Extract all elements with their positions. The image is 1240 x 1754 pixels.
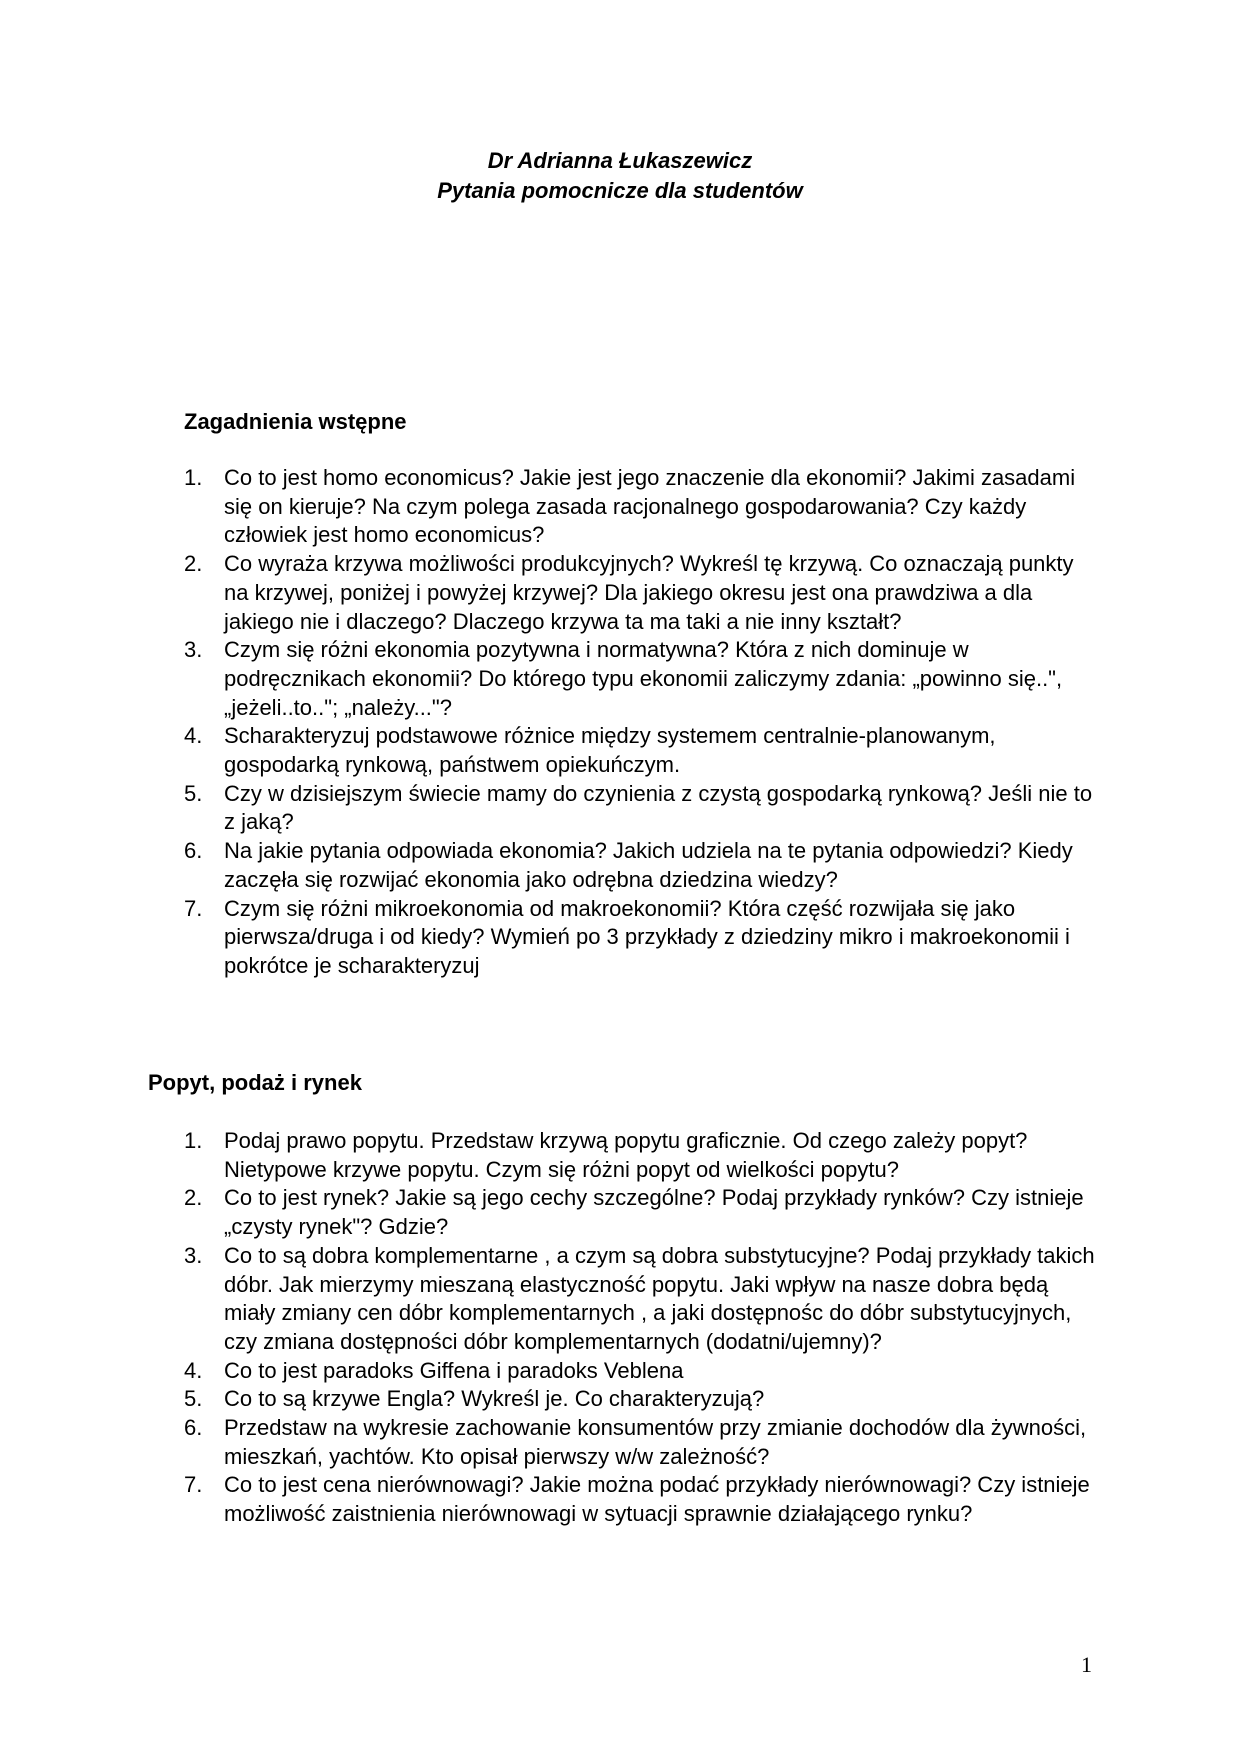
- document-title: Pytania pomocnicze dla studentów: [437, 178, 803, 203]
- question-number: 2.: [184, 551, 203, 577]
- question-number: 6.: [184, 838, 203, 864]
- list-item: [184, 837, 1100, 894]
- question-number: 5.: [184, 1386, 203, 1412]
- question-text: Co to są dobra komplementarne , a czym są dobra substytucyjne? Podaj przykłady takich dóbr. Jak mierzymy mieszaną elastyczność popytu. Jaki wpływ na nasze dobra będą miały zmiany cen dóbr komplementarnych , a jaki dostępnośc do dóbr substytucyjnych, czy zmiana dostępności dóbr komplementarnych (dodatni/ujemny)?: [224, 1242, 1095, 1354]
- question-text: Co to jest cena nierównowagi? Jakie można podać przykłady nierównowagi? Czy istnieje możliwość zaistnienia nierównowagi w sytuacji sprawnie działającego rynku?: [224, 1472, 1090, 1527]
- question-list-introductory: [184, 464, 1100, 981]
- question-number: 1.: [184, 1128, 203, 1153]
- question-text: Co to jest paradoks Giffena i paradoks Veblena: [224, 1357, 684, 1383]
- list-item: [184, 1127, 1100, 1184]
- page-number: 1: [1081, 1652, 1092, 1677]
- question-text: Co to jest rynek? Jakie są jego cechy szczególne? Podaj przykłady rynków? Czy istnieje „czysty rynek"? Gdzie?: [224, 1185, 1084, 1240]
- question-number: 1.: [184, 465, 203, 490]
- list-item: [184, 1242, 1100, 1357]
- list-item: [184, 1184, 1100, 1241]
- question-text: Czym się różni mikroekonomia od makroekonomii? Która część rozwijała się jako pierwsza/druga i od kiedy? Wymień po 3 przykłady z dziedziny mikro i makroekonomii i pokrótce je scharakteryzuj: [224, 895, 1070, 978]
- question-text: Co to jest homo economicus? Jakie jest jego znaczenie dla ekonomii? Jakimi zasadami się on kieruje? Na czym polega zasada racjonalnego gospodarowania? Czy każdy człowiek jest homo economicus?: [224, 465, 1076, 548]
- list-item: [184, 1385, 1100, 1414]
- question-number: 4.: [184, 723, 203, 749]
- question-number: 3.: [184, 1242, 203, 1268]
- author-name: Dr Adrianna Łukaszewicz: [487, 148, 753, 173]
- question-text: Na jakie pytania odpowiada ekonomia? Jakich udziela na te pytania odpowiedzi? Kiedy zaczęła się rozwijać ekonomia jako odrębna dziedzina wiedzy?: [224, 838, 1073, 892]
- question-number: 6.: [184, 1415, 203, 1441]
- question-number: 5.: [184, 780, 203, 806]
- question-number: 3.: [184, 637, 203, 663]
- list-item: [184, 722, 1100, 779]
- list-item: [184, 550, 1100, 636]
- list-item: [184, 464, 1100, 550]
- question-number: 7.: [184, 895, 203, 921]
- question-number: 7.: [184, 1472, 203, 1498]
- question-text: Co wyraża krzywa możliwości produkcyjnych? Wykreśl tę krzywą. Co oznaczają punkty na krzywej, poniżej i powyżej krzywej? Dla jakiego okresu jest ona prawdziwa a dla jakiego nie i dlaczego? Dlaczego krzywa ta ma taki a nie inny kształt?: [224, 551, 1074, 634]
- question-text: Czy w dzisiejszym świecie mamy do czynienia z czystą gospodarką rynkową? Jeśli nie to z jaką?: [224, 780, 1093, 835]
- list-item: [184, 636, 1100, 722]
- list-item: [184, 895, 1100, 981]
- list-item: [184, 780, 1100, 837]
- question-number: 4.: [184, 1357, 203, 1383]
- question-text: Scharakteryzuj podstawowe różnice między systemem centralnie-planowanym, gospodarką rynkową, państwem opiekuńczym.: [224, 723, 996, 778]
- document-header: [0, 146, 1240, 206]
- question-text: Przedstaw na wykresie zachowanie konsumentów przy zmianie dochodów dla żywności, mieszkań, yachtów. Kto opisał pierwszy w/w zależność?: [224, 1415, 1087, 1469]
- section-heading-introductory: Zagadnienia wstępne: [184, 409, 407, 434]
- question-number: 2.: [184, 1185, 203, 1211]
- list-item: [184, 1357, 1100, 1386]
- question-text: Podaj prawo popytu. Przedstaw krzywą popytu graficznie. Od czego zależy popyt? Nietypowe krzywe popytu. Czym się różni popyt od wielkości popytu?: [224, 1128, 1028, 1182]
- list-item: [184, 1471, 1100, 1528]
- question-text: Co to są krzywe Engla? Wykreśl je. Co charakteryzują?: [224, 1386, 765, 1412]
- question-list-supply-demand: [184, 1127, 1100, 1529]
- list-item: [184, 1414, 1100, 1471]
- section-heading-supply-demand: Popyt, podaż i rynek: [148, 1070, 362, 1095]
- question-text: Czym się różni ekonomia pozytywna i normatywna? Która z nich dominuje w podręcznikach ekonomii? Do którego typu ekonomii zaliczymy zdania: „powinno się..", „jeżeli..to.."; „należy..."?: [224, 637, 1063, 720]
